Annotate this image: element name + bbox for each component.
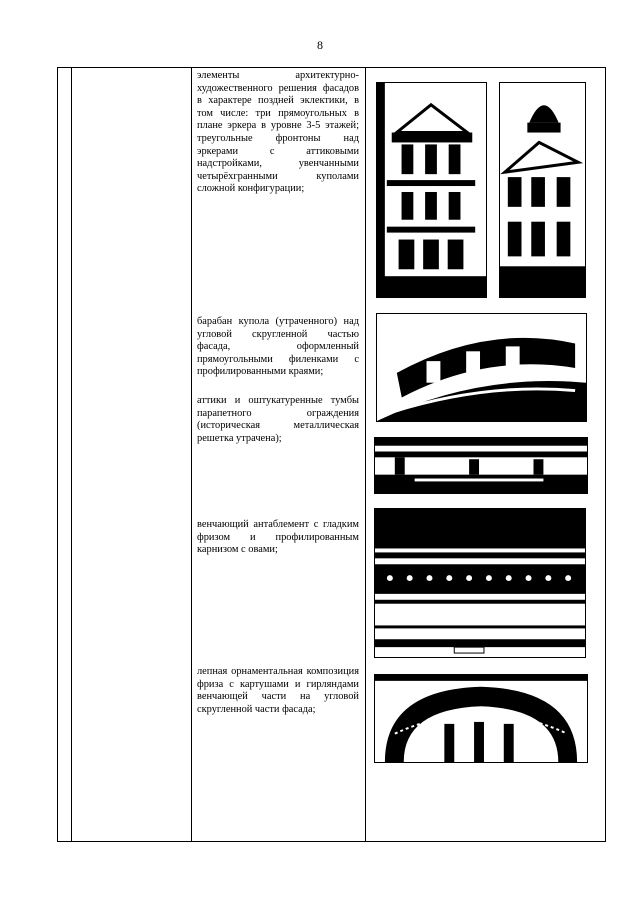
column-divider	[191, 68, 192, 841]
item-text-frieze: лепная орнаментальная композиция фриза с картушами и гирляндами венчающей части на угловой скругленной части фасада;	[197, 666, 359, 715]
photo-entablature	[374, 508, 586, 658]
item-text-dome-drum: барабан купола (утраченного) над угловой скругленной частью фасада, оформленный прямоугольными филенками с профилированными краями;	[197, 316, 359, 378]
photo-corner-tower	[499, 82, 586, 298]
photo-facade-bays	[376, 82, 487, 298]
item-text-entablature: венчающий антаблемент с гладким фризом и профилированным карнизом с овами;	[197, 519, 359, 556]
item-text-facade-elements: элементы архитектурно-художественного решения фасадов в характере поздней эклектики, в том числе: три прямоугольных в плане эркера в уровне 3-5 этажей; треугольные фронтоны над эркерами с аттиковыми надстройками, увенчанными четырёхгранными куполами сложной конфигурации;	[197, 70, 359, 195]
photo-parapet	[374, 437, 588, 494]
column-divider	[365, 68, 366, 841]
page-number: 8	[317, 38, 323, 52]
item-text-attics: аттики и оштукатуренные тумбы парапетного ограждения (историческая металлическая решетка утрачена);	[197, 395, 359, 444]
photo-dome-drum	[376, 313, 587, 422]
photo-frieze	[374, 674, 588, 763]
column-divider	[71, 68, 72, 841]
